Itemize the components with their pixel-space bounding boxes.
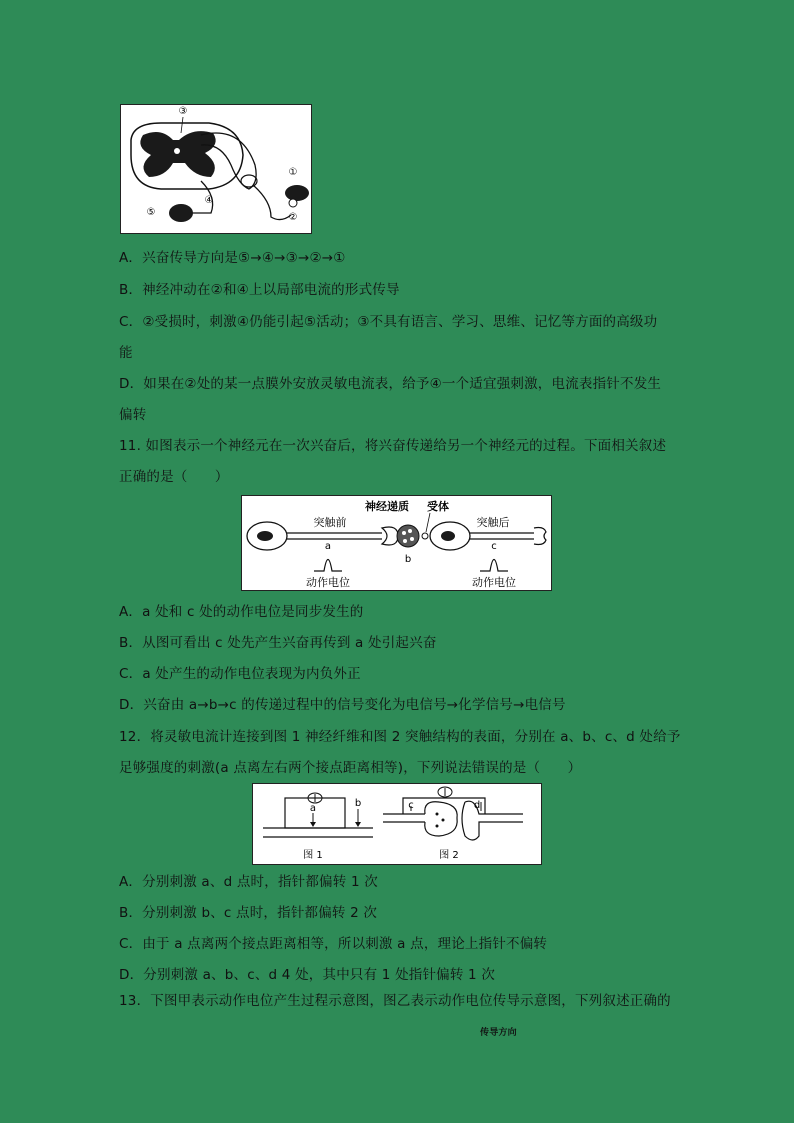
q13-direction-label: 传导方向 xyxy=(480,1028,517,1038)
synapse-figure xyxy=(241,495,552,591)
q12-option-c: C．由于 a 点离两个接点距离相等，所以刺激 a 点，理论上指针不偏转 xyxy=(119,936,548,952)
reflex-arc-figure xyxy=(120,104,312,234)
receptor-label: 受体 xyxy=(427,500,449,513)
q10-option-b: B．神经冲动在②和④上以局部电流的形式传导 xyxy=(119,282,400,298)
point-b-label: b xyxy=(404,554,412,565)
q10-option-d: D．如果在②处的某一点膜外安放灵敏电流表，给予④一个适宜强刺激，电流表指针不发生 xyxy=(119,376,662,392)
q12-option-d: D．分别刺激 a、b、c、d 4 处，其中只有 1 处指针偏转 1 次 xyxy=(119,967,496,983)
q12-stem: 12．将灵敏电流计连接到图 1 神经纤维和图 2 突触结构的表面，分别在 a、b、c、d 处给予 xyxy=(119,729,681,745)
q12-stem-cont: 足够强度的刺激(a 点离左右两个接点距离相等)，下列说法错误的是（ ） xyxy=(119,760,582,776)
grey-matter xyxy=(140,131,215,177)
fig1-label-a: a xyxy=(309,803,317,814)
label-5: ⑤ xyxy=(146,207,156,218)
fig1-label-b: b xyxy=(354,798,362,809)
afferent-fiber xyxy=(253,185,291,220)
q12-option-b: B．分别刺激 b、c 点时，指针都偏转 2 次 xyxy=(119,905,378,921)
q10-option-a: A．兴奋传导方向是⑤→④→③→②→① xyxy=(119,250,346,266)
presynaptic-label: 突触前 xyxy=(313,516,347,529)
receptor-skin xyxy=(285,185,309,201)
central-canal xyxy=(174,148,180,154)
label-1: ① xyxy=(288,167,298,178)
q11-option-a: A．a 处和 c 处的动作电位是同步发生的 xyxy=(119,604,364,620)
q13-stem: 13．下图甲表示动作电位产生过程示意图，图乙表示动作电位传导示意图，下列叙述正确的 xyxy=(119,993,671,1009)
fig2-label-c: c xyxy=(408,800,414,811)
point-a-label: a xyxy=(324,541,332,552)
reflex-arc-diagram xyxy=(121,105,311,233)
postsynaptic-nucleus xyxy=(441,531,455,541)
q10-option-c-cont: 能 xyxy=(119,345,133,361)
galvanometer-diagram xyxy=(253,784,541,864)
postsynaptic-label: 突触后 xyxy=(476,516,510,529)
synapse-diagram xyxy=(242,496,551,590)
presynaptic-nucleus xyxy=(257,531,273,541)
receptor-ending xyxy=(289,199,297,207)
q12-option-a: A．分别刺激 a、d 点时，指针都偏转 1 次 xyxy=(119,874,378,890)
fig2-label-d: d xyxy=(473,800,481,811)
q11-option-c: C．a 处产生的动作电位表现为内负外正 xyxy=(119,666,361,682)
transmitter-cluster xyxy=(397,525,419,547)
label-2: ② xyxy=(288,212,298,223)
label-4: ④ xyxy=(204,195,214,206)
presynaptic-knob xyxy=(425,802,457,836)
q10-option-d-cont: 偏转 xyxy=(119,407,147,423)
postsynaptic-membrane xyxy=(462,801,523,840)
galvanometer-figure xyxy=(252,783,542,865)
ap-wave-left xyxy=(314,560,342,572)
fig1-caption: 图 1 xyxy=(303,850,323,861)
transmitter-label: 神经递质 xyxy=(365,500,409,513)
q11-stem-cont: 正确的是（ ） xyxy=(119,469,229,485)
q11-stem: 11. 如图表示一个神经元在一次兴奋后，将兴奋传递给另一个神经元的过程。下面相关叙述 xyxy=(119,438,667,454)
label-3: ③ xyxy=(178,106,188,117)
point-c-label: c xyxy=(491,541,497,552)
ap-wave-right xyxy=(480,560,508,572)
q11-option-d: D．兴奋由 a→b→c 的传递过程中的信号变化为电信号→化学信号→电信号 xyxy=(119,697,566,713)
receptor-site xyxy=(422,533,428,539)
fig2-caption: 图 2 xyxy=(439,850,459,861)
ap-label-left: 动作电位 xyxy=(306,576,350,589)
ap-label-right: 动作电位 xyxy=(472,576,516,589)
q10-option-c: C．②受损时，刺激④仍能引起⑤活动；③不具有语言、学习、思维、记忆等方面的高级功 xyxy=(119,314,658,330)
q11-option-b: B．从图可看出 c 处先产生兴奋再传到 a 处引起兴奋 xyxy=(119,635,437,651)
presynaptic-terminal xyxy=(382,527,398,545)
effector-muscle xyxy=(169,204,193,222)
